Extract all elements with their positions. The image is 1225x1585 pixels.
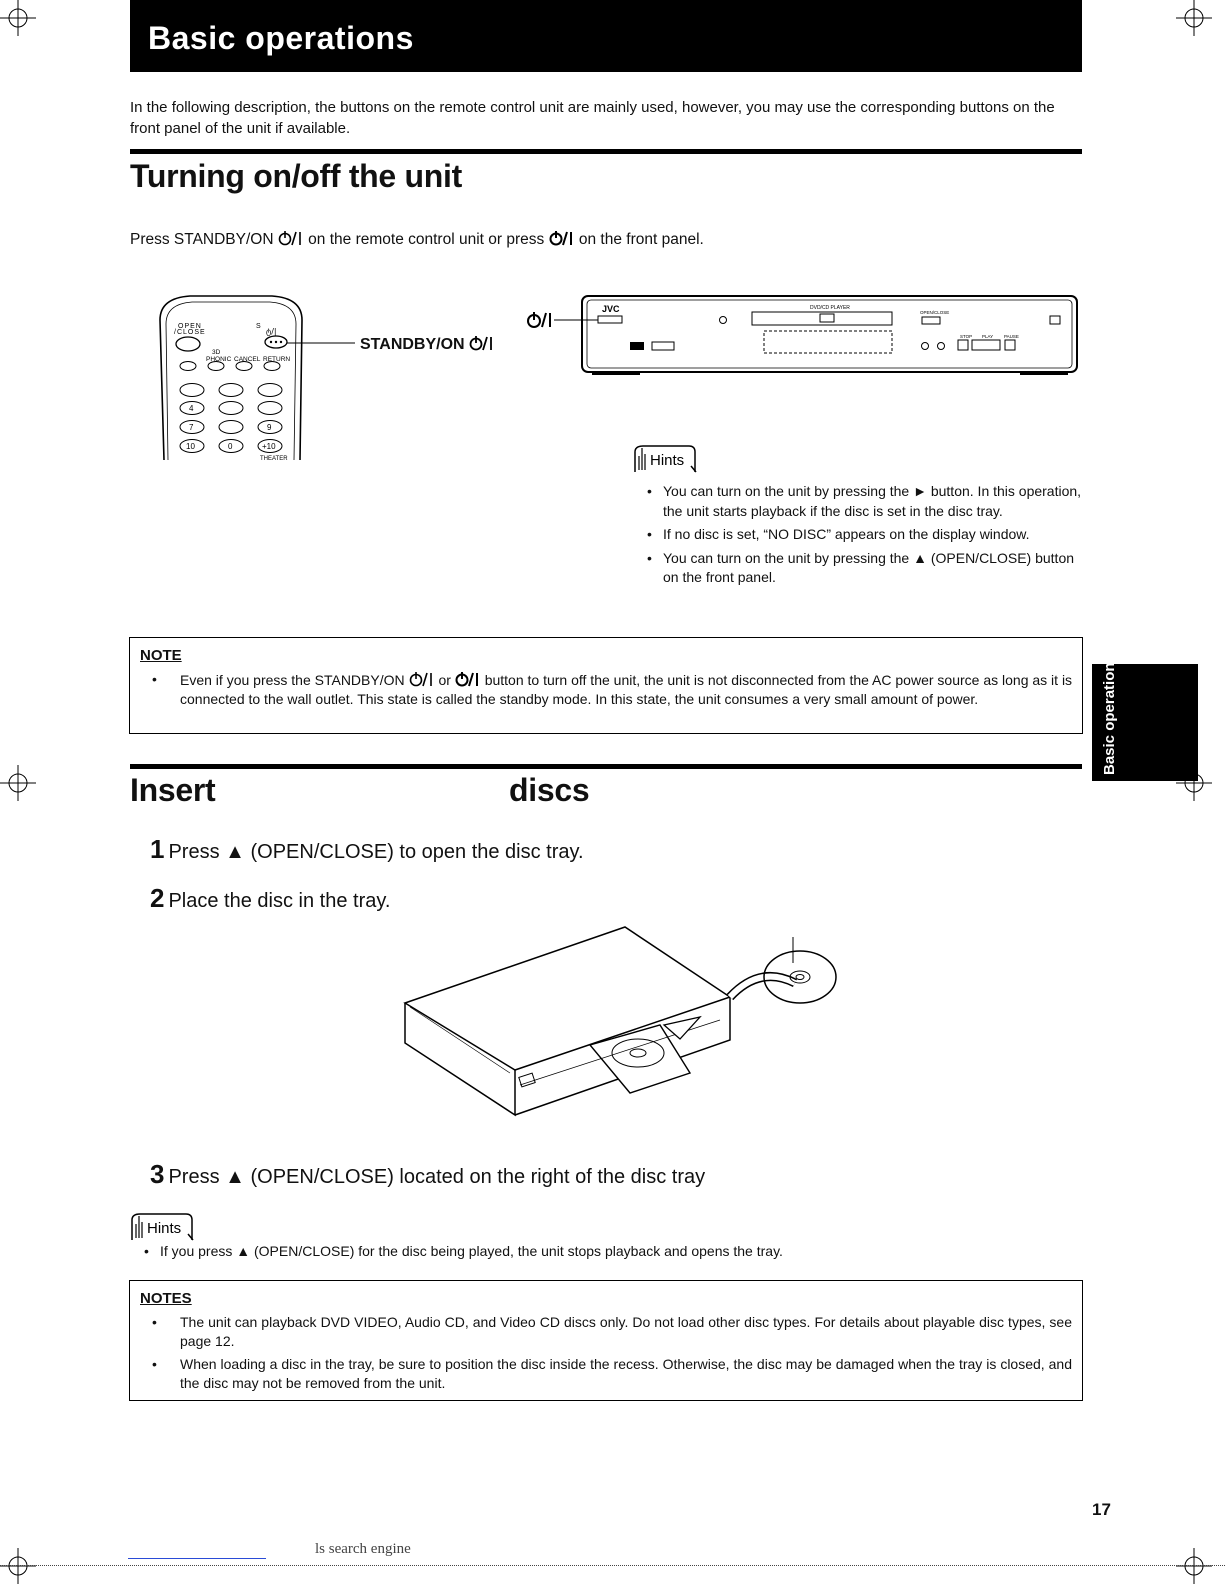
hints-hand-icon	[633, 442, 697, 476]
power-icon	[409, 670, 435, 688]
registration-mark-icon	[1176, 0, 1212, 36]
section-heading-insert-discs: discs	[509, 772, 590, 808]
player-open-close-label: OPEN/CLOSE	[920, 310, 950, 315]
player-stop-label: STOP	[960, 334, 973, 339]
note-item: • When loading a disc in the tray, be sure to position the disc inside the recess. Otherwise, the disc may be damaged when the tray is closed, and the disc may not be removed from the unit.	[140, 1355, 1072, 1394]
disc-tray-illustration	[400, 925, 870, 1125]
footer-link[interactable]	[128, 1557, 266, 1559]
turning-text-c: on the front panel.	[578, 231, 704, 248]
svg-text:Hints: Hints	[147, 1220, 182, 1237]
page-title: Basic operations	[130, 0, 1082, 72]
section-divider	[130, 149, 1082, 154]
insert-hints-list	[144, 1242, 1074, 1266]
page-number: 17	[1092, 1500, 1111, 1519]
note-item: • The unit can playback DVD VIDEO, Audio CD, and Video CD discs only. Do not load other disc types. For details about playable disc types, see page 12.	[140, 1313, 1072, 1352]
step-1: 1 Press ▲ (OPEN/CLOSE) to open the disc tray.	[150, 834, 584, 864]
player-front-panel-illustration	[520, 290, 1080, 380]
remote-key-7: 7	[189, 423, 194, 432]
list-item: • If no disc is set, “NO DISC” appears on the display window.	[647, 525, 1087, 545]
note-box	[129, 637, 1083, 734]
list-item: • You can turn on the unit by pressing the ▲ (OPEN/CLOSE) button on the front panel.	[647, 549, 1087, 588]
section-heading-insert: Insert	[130, 772, 216, 808]
power-icon	[549, 229, 575, 247]
remote-phonic-label: PHONIC	[206, 356, 232, 363]
player-model-label: DVD/CD PLAYER	[810, 305, 850, 311]
power-icon	[528, 312, 550, 327]
turning-text-a: Press STANDBY/ON	[130, 231, 274, 248]
remote-key-0: 0	[228, 442, 233, 451]
remote-key-plus10: +10	[262, 442, 276, 451]
notes-box	[129, 1280, 1083, 1401]
remote-s-label: S	[256, 323, 261, 330]
power-icon	[455, 670, 481, 688]
step-3: 3 Press ▲ (OPEN/CLOSE) located on the right of the disc tray	[150, 1159, 706, 1189]
standby-callout-label: STANDBY/ON	[360, 336, 465, 353]
note-title: NOTE	[140, 647, 182, 664]
side-tab: Basic operations	[1092, 664, 1198, 781]
registration-mark-icon	[0, 765, 36, 801]
list-item: • If you press ▲ (OPEN/CLOSE) for the disc being played, the unit stops playback and opens the tray.	[144, 1242, 1074, 1262]
remote-theater-label: THEATER	[260, 456, 288, 462]
turning-text-b: on the remote control unit or press	[308, 231, 545, 248]
note-item: • Even if you press the STANDBY/ON or button to turn off the unit, the unit is not disconnected from the AC power source as long as it is connected to the wall outlet. This state is called the standby mode. In this state, the unit consumes a very small amount of power.	[140, 670, 1072, 710]
step-2: 2 Place the disc in the tray.	[150, 883, 391, 913]
remote-3d-label: 3D	[212, 349, 221, 356]
hints-badge	[633, 442, 697, 481]
section-heading-turning: Turning on/off the unit	[130, 158, 462, 194]
turning-instruction	[130, 229, 704, 249]
power-icon	[278, 229, 304, 247]
player-brand-label: JVC	[602, 304, 620, 314]
registration-mark-icon	[0, 0, 36, 36]
footer-text: ls search engine	[315, 1541, 411, 1557]
svg-text:/CLOSE: /CLOSE	[174, 329, 206, 336]
remote-open-close-label: OPEN	[178, 323, 202, 330]
list-item: • You can turn on the unit by pressing the ► button. In this operation, the unit starts playback if the disc is set in the disc tray.	[647, 482, 1087, 521]
section-divider	[130, 764, 1082, 769]
svg-text:Hints: Hints	[650, 452, 685, 469]
turning-hints-list	[647, 482, 1087, 592]
trim-line	[0, 1565, 1225, 1567]
remote-key-9: 9	[267, 423, 272, 432]
intro-text: In the following description, the buttons on the remote control unit are mainly used, however, you may use the corresponding buttons on the front panel of the unit if available.	[130, 99, 1055, 137]
player-play-label: PLAY	[982, 334, 994, 339]
standby-callout	[360, 334, 495, 354]
remote-key-4: 4	[189, 404, 194, 413]
player-pause-label: PAUSE	[1004, 334, 1019, 339]
remote-key-10: 10	[186, 442, 195, 451]
remote-cancel-label: CANCEL	[234, 356, 261, 363]
notes-title: NOTES	[140, 1290, 192, 1307]
svg-text:ტ/|: ტ/|	[266, 327, 277, 336]
remote-return-label: RETURN	[263, 356, 291, 363]
hints-hand-icon	[130, 1210, 194, 1244]
remote-control-illustration	[150, 290, 510, 462]
power-icon	[469, 334, 495, 352]
